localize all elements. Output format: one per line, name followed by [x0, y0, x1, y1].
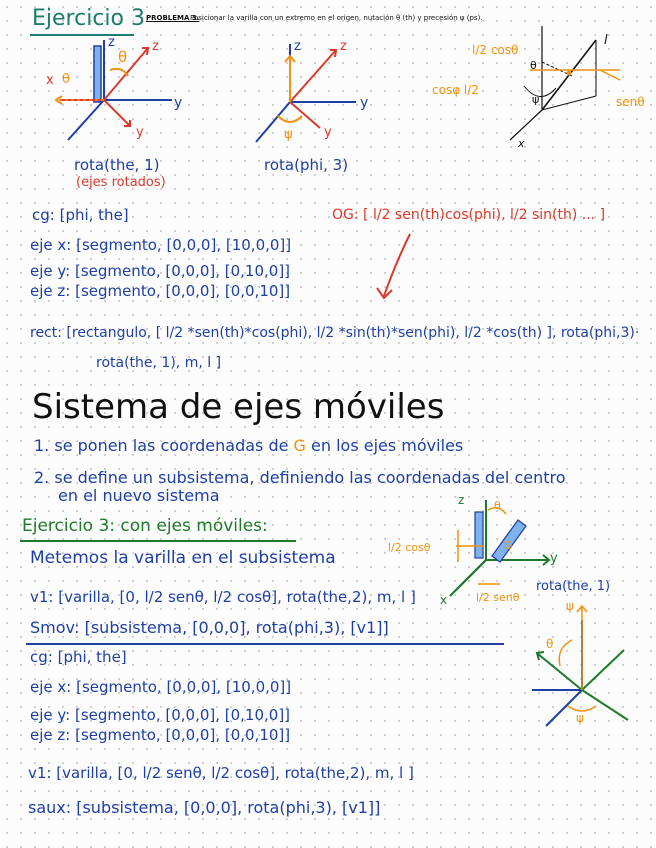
sistema-item-2a: 2. se define un subsistema, definiendo las coordenadas del centro [34, 468, 566, 487]
smov-line: Smov: [subsistema, [0,0,0], rota(phi,3), [v1]] [30, 618, 389, 637]
d3-sen-label: senθ [616, 95, 645, 109]
rect-line-1: rect: [rectangulo, [ l/2 *sen(th)*cos(phi), l/2 *sin(th)*sen(phi), l/2 *cos(th) ], rota(phi,3)· [30, 325, 640, 341]
sistema-item-2b: en el nuevo sistema [58, 486, 220, 505]
d1-theta-label: θ [118, 48, 128, 66]
d4-theta-label: θ [494, 499, 501, 512]
d2-psi-label: ψ [284, 127, 293, 142]
eje2-y-line: eje y: [segmento, [0,0,0], [0,10,0]] [30, 706, 291, 724]
cg-line: cg: [phi, the] [32, 206, 129, 224]
sistema-heading: Sistema de ejes móviles [32, 387, 445, 427]
eje-z-line: eje z: [segmento, [0,0,0], [0,0,10]] [30, 282, 291, 300]
d3-lcos-label: l/2 cosθ [472, 43, 519, 57]
d1-y-label: y [174, 95, 183, 111]
d2-z-label: z [294, 39, 301, 54]
d1-subcaption: (ejes rotados) [76, 175, 166, 190]
d1-z-label: z [108, 35, 115, 50]
v1b-line: v1: [varilla, [0, l/2 senθ, l/2 cosθ], rota(the,2), m, l ] [28, 764, 414, 782]
d1-x-label: x [46, 73, 54, 88]
eje2-x-line: eje x: [segmento, [0,0,0], [10,0,0]] [30, 678, 292, 696]
item1-post: en los ejes móviles [305, 436, 464, 455]
d5-caption: rota(the, 1) [536, 579, 611, 594]
d3-x-label: x [518, 137, 525, 150]
d3-theta-label: θ [530, 59, 537, 72]
section2-title: Ejercicio 3: con ejes móviles: [22, 516, 268, 536]
d1-z-red-label: z [152, 39, 159, 54]
d3-l-label: l [604, 33, 608, 48]
d4-g-label: G [504, 539, 513, 552]
v1-line: v1: [varilla, [0, l/2 senθ, l/2 cosθ], rota(the,2), m, l ] [30, 588, 416, 606]
d4-y-label: y [550, 551, 558, 566]
d1-theta2-label: θ [62, 72, 70, 87]
problem-text: Posicionar la varilla con un extremo en el origen, nutación θ (th) y precesión ψ (ps). [190, 14, 483, 22]
d5-theta-label: θ [546, 637, 554, 651]
cg2-line: cg: [phi, the] [30, 648, 127, 666]
intro-note: l/2 cosθ [388, 541, 431, 554]
intro-line: Metemos la varilla en el subsistema [30, 548, 336, 568]
d2-y-label: y [360, 95, 369, 111]
d5-psi-top-label: ψ [566, 599, 574, 613]
eje2-z-line: eje z: [segmento, [0,0,0], [0,0,10]] [30, 726, 291, 744]
exercise-title: Ejercicio 3 [32, 6, 145, 31]
item1-g: G [293, 436, 306, 455]
problem-label: PROBLEMA 3. [146, 14, 200, 22]
og-line: OG: [ l/2 sen(th)cos(phi), l/2 sin(th) ... ] [332, 207, 606, 223]
d4-lsen-label: l/2 senθ [476, 591, 520, 604]
item1-pre: 1. se ponen las coordenadas de [34, 436, 294, 455]
d5-psi-bottom-label: ψ [576, 711, 584, 725]
d1-caption: rota(the, 1) [74, 156, 160, 174]
d2-z-red-label: z [340, 39, 347, 54]
d2-caption: rota(phi, 3) [264, 156, 349, 174]
d4-z-label: z [458, 493, 465, 507]
d3-psi-label: ψ [532, 93, 540, 106]
saux-line: saux: [subsistema, [0,0,0], rota(phi,3), [v1]] [28, 798, 381, 817]
d2-y-red-label: y [324, 125, 332, 140]
d1-y-red-label: y [136, 125, 144, 140]
d3-cosphi-label: cosφ l/2 [432, 83, 479, 97]
eje-x-line: eje x: [segmento, [0,0,0], [10,0,0]] [30, 236, 292, 254]
d4-x-label: x [440, 593, 448, 607]
rect-line-2: rota(the, 1), m, l ] [96, 355, 222, 371]
eje-y-line: eje y: [segmento, [0,0,0], [0,10,0]] [30, 262, 291, 280]
